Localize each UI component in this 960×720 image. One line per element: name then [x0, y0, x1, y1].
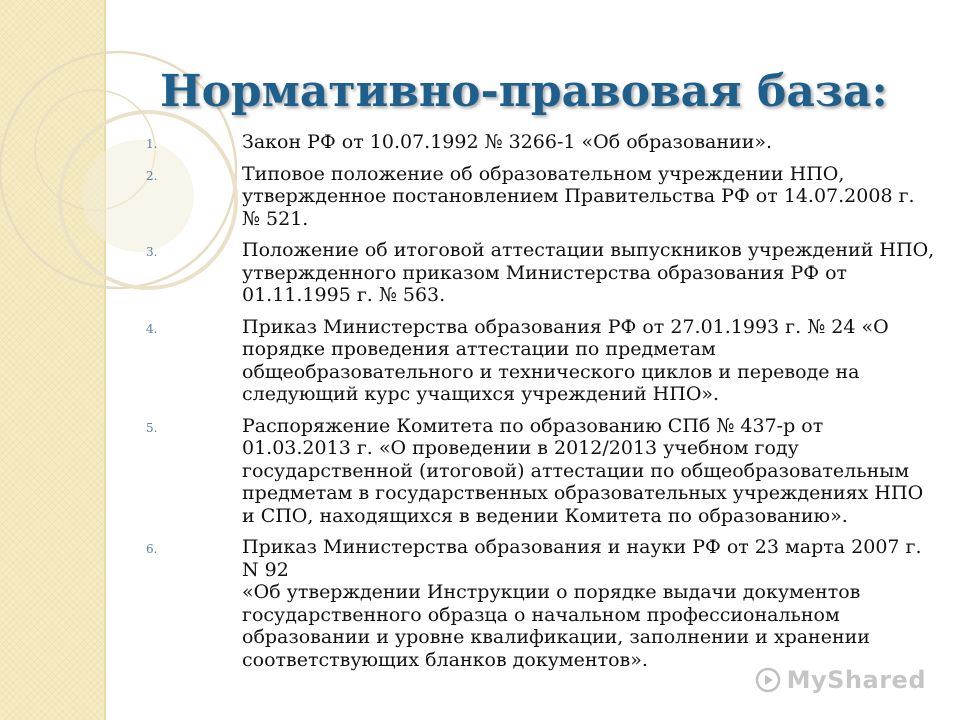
watermark-text: MyShared	[786, 666, 926, 694]
list-item-text: Приказ Министерства образования и науки РФ от 23 марта 2007 г. N 92 «Об утверждении Инструкции о порядке выдачи документов государственного образца о начальном профессиональном образовании и уровне квалификации, заполнении и хранении соответствующих бланков документов».	[242, 536, 922, 671]
document-list	[146, 131, 936, 680]
watermark	[755, 666, 926, 694]
list-item-text: Положение об итоговой аттестации выпускников учреждений НПО, утвержденного приказом Министерства образования РФ от 01.11.1995 г. № 563.	[242, 239, 935, 306]
list-item	[146, 536, 936, 671]
play-icon	[755, 667, 781, 693]
list-item-number: 3.	[146, 245, 158, 259]
list-item-text: Распоряжение Комитета по образованию СПб № 437-р от 01.03.2013 г. «О проведении в 2012/2013 учебном году государственной (итоговой) аттестации по общеобразовательным предметам в государственных образовательных учреждениях НПО и СПО, находящихся в ведении Комитета по образованию».	[242, 414, 924, 527]
page-title: Нормативно-правовая база:	[160, 66, 888, 117]
list-item-number: 5.	[146, 420, 158, 435]
list-item-number: 2.	[146, 168, 158, 183]
list-item	[146, 131, 936, 154]
list-item-text: Типовое положение об образовательном учреждении НПО, утвержденное постановлением Правительства РФ от 14.07.2008 г. № 521.	[242, 162, 915, 230]
list-item	[146, 163, 936, 231]
list-item-number: 4.	[146, 321, 158, 336]
list-item	[146, 239, 936, 307]
list-item	[146, 316, 936, 406]
list-item-number: 1.	[146, 137, 158, 151]
list-item	[146, 415, 936, 528]
list-item-number: 6.	[146, 542, 158, 556]
list-item-text: Приказ Министерства образования РФ от 27.01.1993 г. № 24 «О порядке проведения аттестации по предметам общеобразовательного и технического циклов и переводе на следующий курс учащихся учреждений НПО».	[242, 315, 889, 405]
list-item-text: Закон РФ от 10.07.1992 № 3266-1 «Об образовании».	[242, 131, 773, 153]
